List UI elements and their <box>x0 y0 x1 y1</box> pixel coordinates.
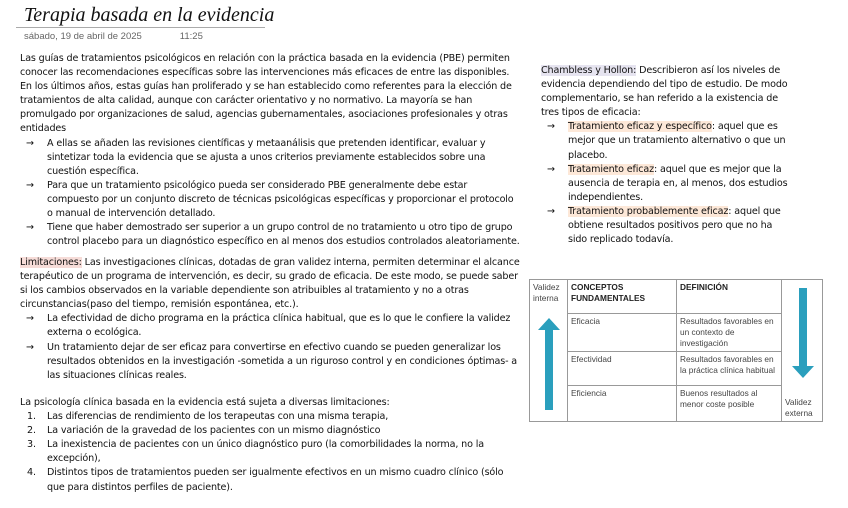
list-item <box>20 221 520 249</box>
page-time: 11:25 <box>179 31 203 42</box>
bullet-text: : aquel que obtiene resultados positivos pero que no ha sido replicado todavía. <box>568 205 781 246</box>
concept-cell: Eficacia <box>568 314 677 352</box>
list-item <box>20 466 520 494</box>
list-item <box>20 179 520 221</box>
arrow-bullet-icon: → <box>26 137 34 149</box>
term: Tratamiento probablemente eficaz <box>568 205 729 217</box>
page-title: Terapia basada en la evidencia <box>24 4 275 26</box>
list-text: Las diferencias de rendimiento de los terapeutas con una misma terapia, <box>47 411 389 423</box>
limitations-label: Limitaciones: <box>20 257 82 268</box>
term: Tratamiento eficaz y específico <box>568 121 712 133</box>
arrow-bullet-icon: → <box>26 341 34 353</box>
definition-cell: Buenos resultados al menor coste posible <box>677 386 782 422</box>
pce-limitations-section <box>20 396 520 495</box>
limitations-text: Las investigaciones clínicas, dotadas de gran validez interna, permiten determinar el alcance terapéutico de un programa de intervención, es decir, su grado de eficacia. De este modo, se puede saber si los cambios observados en la variable dependiente son atribuibles al tratamiento y no a otras circunstancias(paso del tiempo, remisión espontánea, etc.). <box>20 257 520 311</box>
list-number: 3. <box>27 439 36 451</box>
bullet-text: Un tratamiento dejar de ser eficaz para convertirse en efectivo cuando se pueden generalizar los resultados obtenidos en la investigación -sometida a un riguroso control y en condiciones óptimas- a las situaciones clínicas reales. <box>47 341 518 381</box>
bullet-text: Para que un tratamiento psicológico pueda ser considerado PBE generalmente debe estar compuesto por un conjunto discreto de técnicas psicológicas específicas y proporcionar el protocolo o manual de intervención detallado. <box>47 179 514 220</box>
table-row <box>530 314 823 352</box>
bullet-text: Tiene que haber demostrado ser superior a un grupo control de no tratamiento u otro tipo de grupo control placebo para un diagnóstico específico en al menos dos estudios controlados aleatoriamente. <box>47 222 520 248</box>
pce-intro: La psicología clínica basada en la evidencia está sujeta a diversas limitaciones: <box>20 397 390 408</box>
bullet-text: A ellas se añaden las revisiones científicas y metaanálisis que pretenden identificar, evaluar y sintetizar toda la evidencia que se ajusta a unos criterios previamente establecidos sobre una cuestión específica. <box>47 137 486 177</box>
list-item <box>20 137 520 179</box>
list-item <box>20 312 520 340</box>
page-datetime <box>24 31 203 42</box>
intro-section <box>20 52 520 249</box>
chambless-text: Describieron así los niveles de evidencia dependiendo del tipo de estudio. De modo complementario, se han referido a la existencia de tres tipos de eficacia: <box>541 65 788 119</box>
list-number: 4. <box>27 467 36 479</box>
table-header: CONCEPTOS FUNDAMENTALES <box>568 280 677 314</box>
internal-validity-cell <box>530 280 568 422</box>
chambless-paragraph <box>541 64 791 120</box>
term: Tratamiento eficaz <box>568 163 655 175</box>
list-item <box>541 163 791 205</box>
concept-cell: Eficiencia <box>568 386 677 422</box>
definition-cell: Resultados favorables en un contexto de investigación <box>677 314 782 352</box>
concepts-table <box>529 279 823 422</box>
chambless-section <box>541 64 791 247</box>
internal-validity-label: Validez interna <box>533 282 560 303</box>
limitations-section <box>20 256 520 383</box>
table-row <box>530 386 823 422</box>
chambless-label: Chambless y Hollon: <box>541 65 637 76</box>
list-text: Distintos tipos de tratamientos pueden ser igualmente efectivos en un mismo cuadro clínico (sólo que para distintos perfiles de paciente). <box>47 467 504 493</box>
list-item <box>20 341 520 383</box>
list-item <box>541 205 791 247</box>
list-item <box>541 120 791 162</box>
arrow-bullet-icon: → <box>547 163 555 175</box>
arrow-cell <box>782 280 823 386</box>
arrow-bullet-icon: → <box>547 121 555 133</box>
list-item <box>20 424 520 438</box>
list-item <box>20 410 520 424</box>
definition-cell: Resultados favorables en la práctica clínica habitual <box>677 352 782 386</box>
list-text: La inexistencia de pacientes con un único diagnóstico puro (la comorbilidades la norma, no la excepción), <box>47 439 484 465</box>
intro-paragraph: Las guías de tratamientos psicológicos en relación con la práctica basada en la evidencia (PBE) permiten conocer las recomendaciones específicas sobre las intervenciones más eficaces de entre las disponibles. En los últimos años, estas guías han proliferado y se han establecido como referentes para la elección de tratamientos de alta calidad, aunque con carácter orientativo y no normativo. La mayoría se han promulgado por organizaciones de salud, agencias gubernamentales, asociaciones profesionales y otras entidades <box>20 53 512 135</box>
bullet-text: La efectividad de dicho programa en la práctica clínica habitual, que es lo que le confiere la validez externa o ecológica. <box>47 313 511 339</box>
bullet-text: : aquel que es mejor que la ausencia de terapia en, al menos, dos estudios independientes. <box>568 163 788 203</box>
list-item <box>20 438 520 466</box>
table-header: DEFINICIÓN <box>677 280 782 314</box>
arrow-down-icon <box>792 288 814 378</box>
title-divider <box>16 27 265 28</box>
list-text: La variación de la gravedad de los pacientes con un mismo diagnóstico <box>47 425 381 437</box>
bullet-text: : aquel que es mejor que un tratamiento alternativo o que un placebo. <box>568 121 786 161</box>
arrow-bullet-icon: → <box>26 313 34 325</box>
external-validity-label: Validez externa <box>782 386 823 422</box>
arrow-bullet-icon: → <box>547 205 555 217</box>
limitations-paragraph <box>20 256 520 312</box>
list-number: 2. <box>27 425 36 437</box>
arrow-bullet-icon: → <box>26 179 34 191</box>
table-row <box>530 352 823 386</box>
list-number: 1. <box>27 411 36 423</box>
concept-cell: Efectividad <box>568 352 677 386</box>
arrow-up-icon <box>538 318 560 410</box>
page-date: sábado, 19 de abril de 2025 <box>24 31 142 42</box>
arrow-bullet-icon: → <box>26 222 34 234</box>
